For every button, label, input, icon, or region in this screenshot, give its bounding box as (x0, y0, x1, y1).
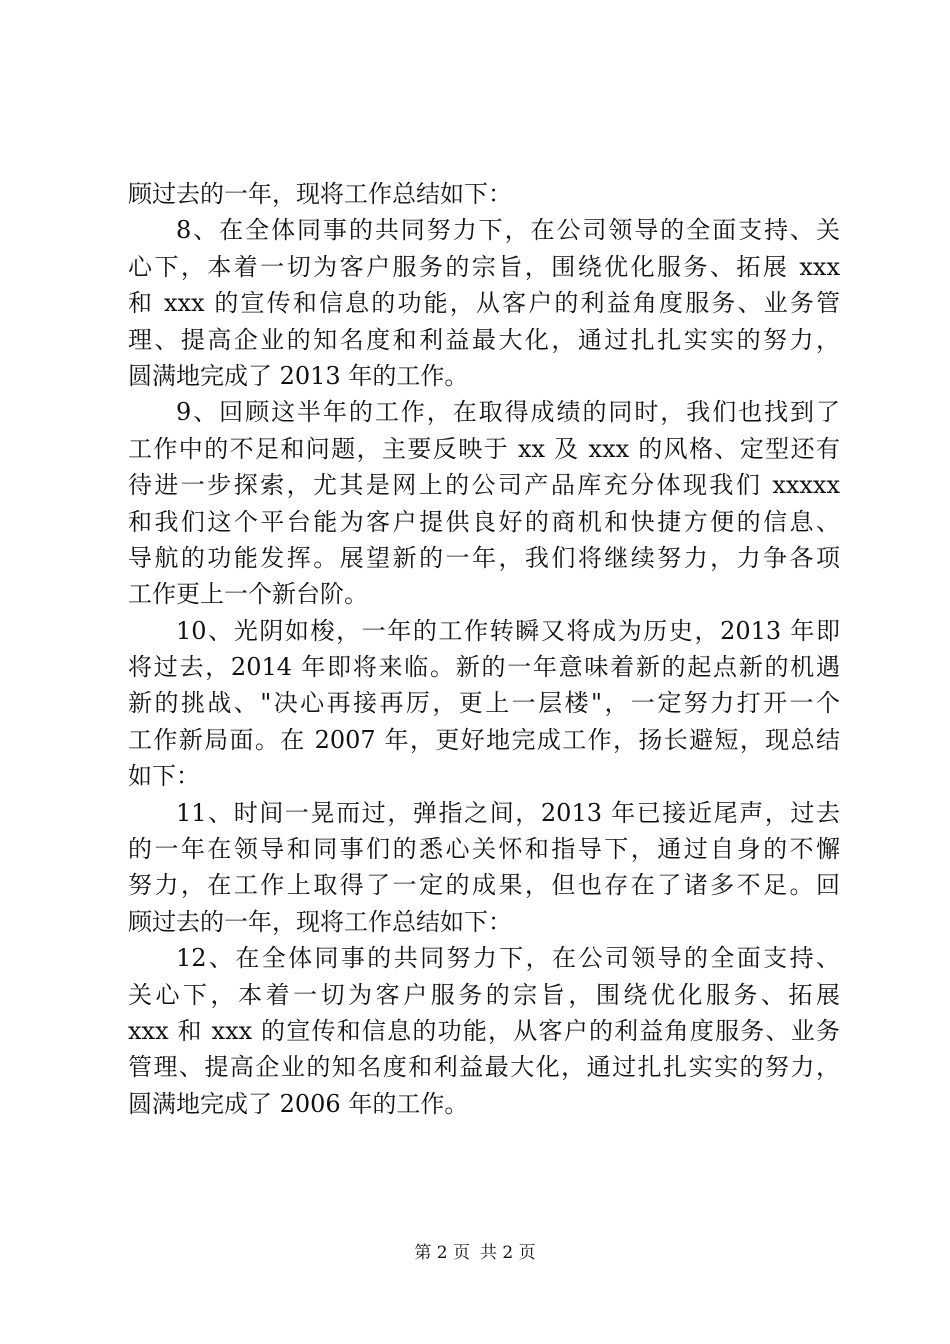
paragraph-continuation (128, 176, 840, 212)
text-line: 工作更上一个新台阶。 (128, 580, 368, 609)
text-line: 圆满地完成了 2013 年的工作。 (128, 361, 469, 390)
text-line: 导航的功能发挥。展望新的一年，我们将继续努力，力争各项 (128, 543, 840, 572)
page-number: 第 2 页 (414, 1243, 470, 1263)
document-body (128, 176, 840, 1122)
text-line: 圆满地完成了 2006 年的工作。 (128, 1089, 469, 1118)
text-line: 将过去，2014 年即将来临。新的一年意味着新的起点新的机遇 (128, 653, 840, 682)
text-line: 的一年在领导和同事们的悉心关怀和指导下，通过自身的不懈 (128, 835, 840, 864)
text-line: 12、在全体同事的共同努力下，在公司领导的全面支持、 (176, 944, 840, 973)
text-line: 和我们这个平台能为客户提供良好的商机和快捷方便的信息、 (128, 507, 840, 536)
text-line: 理、提高企业的知名度和利益最大化，通过扎扎实实的努力， (128, 325, 840, 354)
paragraph-8 (128, 212, 840, 394)
text-line: 工作中的不足和问题，主要反映于 xx 及 xxx 的风格、定型还有 (128, 434, 840, 463)
text-line: 顾过去的一年，现将工作总结如下： (128, 180, 512, 208)
text-line: 待进一步探索，尤其是网上的公司产品库充分体现我们 xxxxx (128, 471, 840, 500)
paragraph-9 (128, 394, 840, 612)
text-line: 工作新局面。在 2007 年，更好地完成工作，扬长避短，现总结 (128, 725, 840, 754)
text-line: 和 xxx 的宣传和信息的功能，从客户的利益角度服务、业务管 (128, 289, 840, 318)
paragraph-12 (128, 940, 840, 1122)
text-line: 努力，在工作上取得了一定的成果，但也存在了诸多不足。回 (128, 871, 840, 900)
page-total: 共 2 页 (480, 1243, 536, 1263)
text-line: 10、光阴如梭，一年的工作转瞬又将成为历史，2013 年即 (176, 616, 840, 645)
paragraph-11 (128, 795, 840, 941)
text-line: xxx 和 xxx 的宣传和信息的功能，从客户的利益角度服务、业务 (128, 1016, 840, 1045)
text-line: 管理、提高企业的知名度和利益最大化，通过扎扎实实的努力， (128, 1053, 840, 1082)
text-line: 关心下，本着一切为客户服务的宗旨，围绕优化服务、拓展 (128, 980, 840, 1009)
text-line: 心下，本着一切为客户服务的宗旨，围绕优化服务、拓展 xxx (128, 252, 840, 281)
text-line: 9、回顾这半年的工作，在取得成绩的同时，我们也找到了 (176, 398, 840, 427)
paragraph-10 (128, 613, 840, 795)
text-line: 11、时间一晃而过，弹指之间，2013 年已接近尾声，过去 (176, 798, 840, 827)
text-line: 如下： (128, 762, 200, 791)
text-line: 8、在全体同事的共同努力下，在公司领导的全面支持、关 (176, 216, 840, 245)
page-footer (0, 1241, 950, 1265)
text-line: 新的挑战、"决心再接再厉，更上一层楼"，一定努力打开一个 (128, 689, 840, 718)
text-line: 顾过去的一年，现将工作总结如下： (128, 907, 512, 936)
